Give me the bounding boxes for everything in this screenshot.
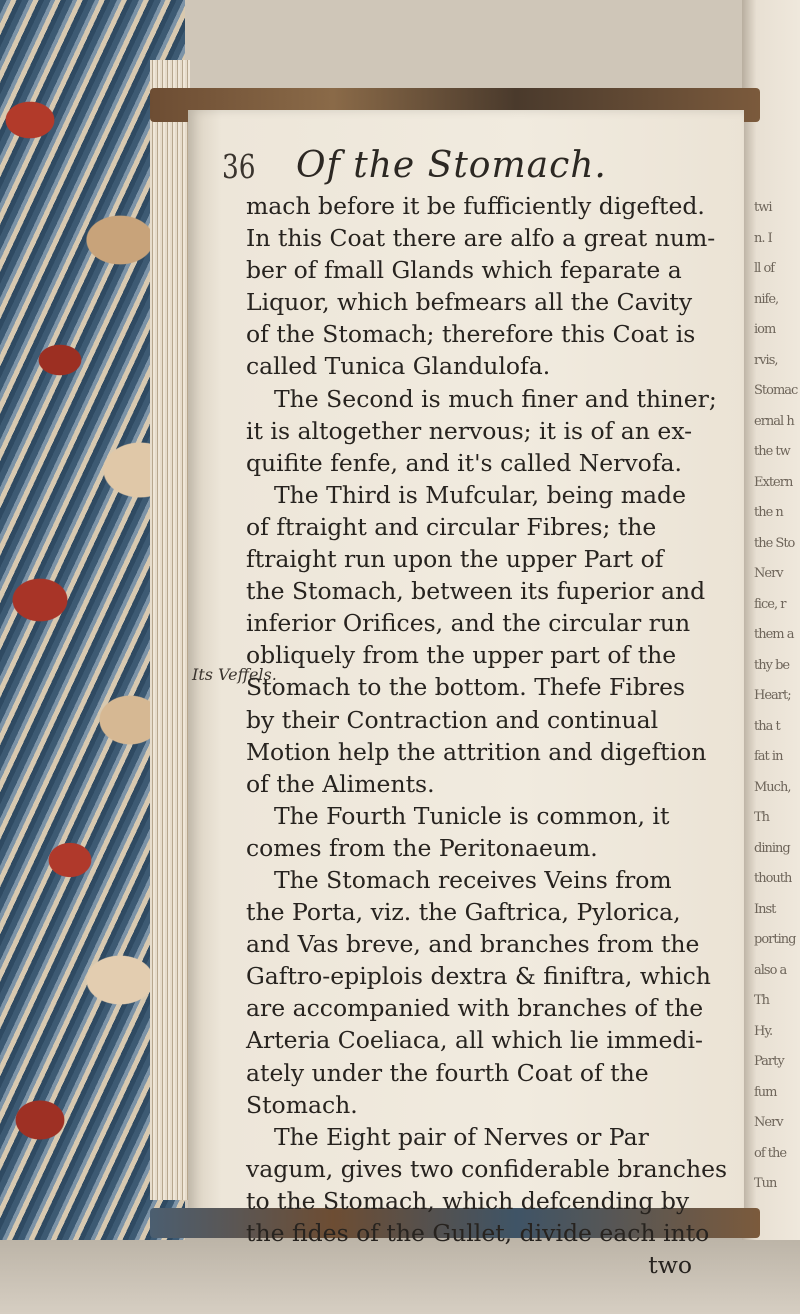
text-line: ber of fmall Glands which feparate a xyxy=(246,256,682,285)
facing-page-fragment: rvis, xyxy=(754,352,778,368)
facing-page-fragment: nife, xyxy=(754,291,779,307)
text-line: of the Stomach; therefore this Coat is xyxy=(246,320,696,349)
facing-page-fragment: Nerv xyxy=(754,566,783,581)
running-head: Of the Stomach. xyxy=(296,145,607,186)
facing-page-fragment: the Sto xyxy=(754,535,795,551)
text-line: Liquor, which befmears all the Cavity xyxy=(246,288,693,317)
text-line: and Vas breve, and branches from the xyxy=(246,930,700,959)
text-line: called Tunica Glandulofa. xyxy=(246,352,551,381)
facing-page-fragment: iom xyxy=(754,322,776,337)
page-edges xyxy=(150,60,190,1200)
text-line: ately under the fourth Coat of the xyxy=(246,1058,649,1087)
facing-page-fragment: thouth xyxy=(754,871,792,886)
margin-note: Its Veffels. xyxy=(192,665,277,684)
facing-page-fragment: Much, xyxy=(754,779,791,795)
text-line: mach before it be fufficiently digefted. xyxy=(246,192,705,220)
text-line: The Stomach receives Veins from xyxy=(274,865,672,894)
text-line: vagum, gives two confiderable branches xyxy=(246,1154,728,1183)
text-line: the fides of the Gullet, divide each into xyxy=(246,1219,710,1247)
facing-page-fragment: Party xyxy=(754,1054,784,1069)
facing-page-fragment: porting xyxy=(754,932,796,947)
text-line: inferior Orifices, and the circular run xyxy=(246,609,691,638)
facing-page-fragment: of the xyxy=(754,1145,787,1161)
text-line: the Porta, viz. the Gaftrica, Pylorica, xyxy=(246,898,681,927)
text-line: by their Contraction and continual xyxy=(246,705,659,734)
text-line: to the Stomach, which defcending by xyxy=(246,1186,690,1215)
text-line: In this Coat there are alfo a great num- xyxy=(246,224,716,253)
text-line: Stomach to the bottom. Thefe Fibres xyxy=(246,673,686,702)
text-line: Motion help the attrition and digeftion xyxy=(246,737,707,766)
facing-page-fragment: Hy. xyxy=(754,1023,773,1039)
text-line: are accompanied with branches of the xyxy=(246,994,704,1023)
text-line: Stomach. xyxy=(246,1090,358,1119)
facing-page-fragment: Th xyxy=(754,993,770,1008)
facing-page-fragment: ernal h xyxy=(754,413,794,429)
facing-page-fragment: fice, r xyxy=(754,596,786,612)
body-text xyxy=(246,190,736,1281)
text-line: of ftraight and circular Fibres; the xyxy=(246,512,657,541)
text-line: Arteria Coeliaca, all which lie immedi- xyxy=(246,1026,703,1055)
facing-page-fragment: n. I xyxy=(754,230,772,246)
text-line: of the Aliments. xyxy=(246,769,435,798)
facing-page-fragment: thy be xyxy=(754,657,790,673)
facing-page-fragment: Th xyxy=(754,810,770,825)
text-line: Gaftro-epiplois dextra & finiftra, which xyxy=(246,962,711,991)
facing-page-fragment: Stomac xyxy=(754,383,798,398)
text-line: comes from the Peritonaeum. xyxy=(246,833,598,862)
facing-page-fragment: fum xyxy=(754,1084,777,1100)
text-line: quifite fenfe, and it's called Nervofa. xyxy=(246,448,683,477)
text-line: The Eight pair of Nerves or Par xyxy=(274,1122,649,1151)
facing-page-fragment: tha t xyxy=(754,718,780,734)
text-line: The Third is Mufcular, being made xyxy=(274,480,686,509)
facing-page-fragment: twi xyxy=(754,200,772,215)
facing-page-fragment: them a xyxy=(754,627,794,642)
text-line: ftraight run upon the upper Part of xyxy=(246,545,664,574)
facing-page-fragment: dining xyxy=(754,840,790,856)
facing-page-fragment: Nerv xyxy=(754,1115,783,1130)
facing-page-fragment: Tun xyxy=(754,1176,777,1191)
facing-page-fragment: ll of xyxy=(754,261,775,276)
text-line: The Fourth Tunicle is common, it xyxy=(274,801,670,830)
facing-page-fragment: Extern xyxy=(754,474,793,490)
text-line: it is altogether nervous; it is of an ex- xyxy=(246,416,693,445)
text-line: obliquely from the upper part of the xyxy=(246,641,677,670)
facing-page-fragment: also a xyxy=(754,962,787,978)
facing-page-fragment: the n xyxy=(754,505,783,520)
facing-page-fragment: the tw xyxy=(754,444,790,459)
text-line: The Second is much finer and thiner; xyxy=(274,384,717,413)
page-number: 36 xyxy=(222,147,256,186)
facing-page-fragment: Heart; xyxy=(754,688,791,703)
text-line: the Stomach, between its fuperior and xyxy=(246,577,706,606)
facing-page-fragment: Inst xyxy=(754,901,776,917)
catchword: two xyxy=(648,1251,692,1280)
facing-page-strip xyxy=(742,0,800,1240)
facing-page-fragment: fat in xyxy=(754,749,783,764)
